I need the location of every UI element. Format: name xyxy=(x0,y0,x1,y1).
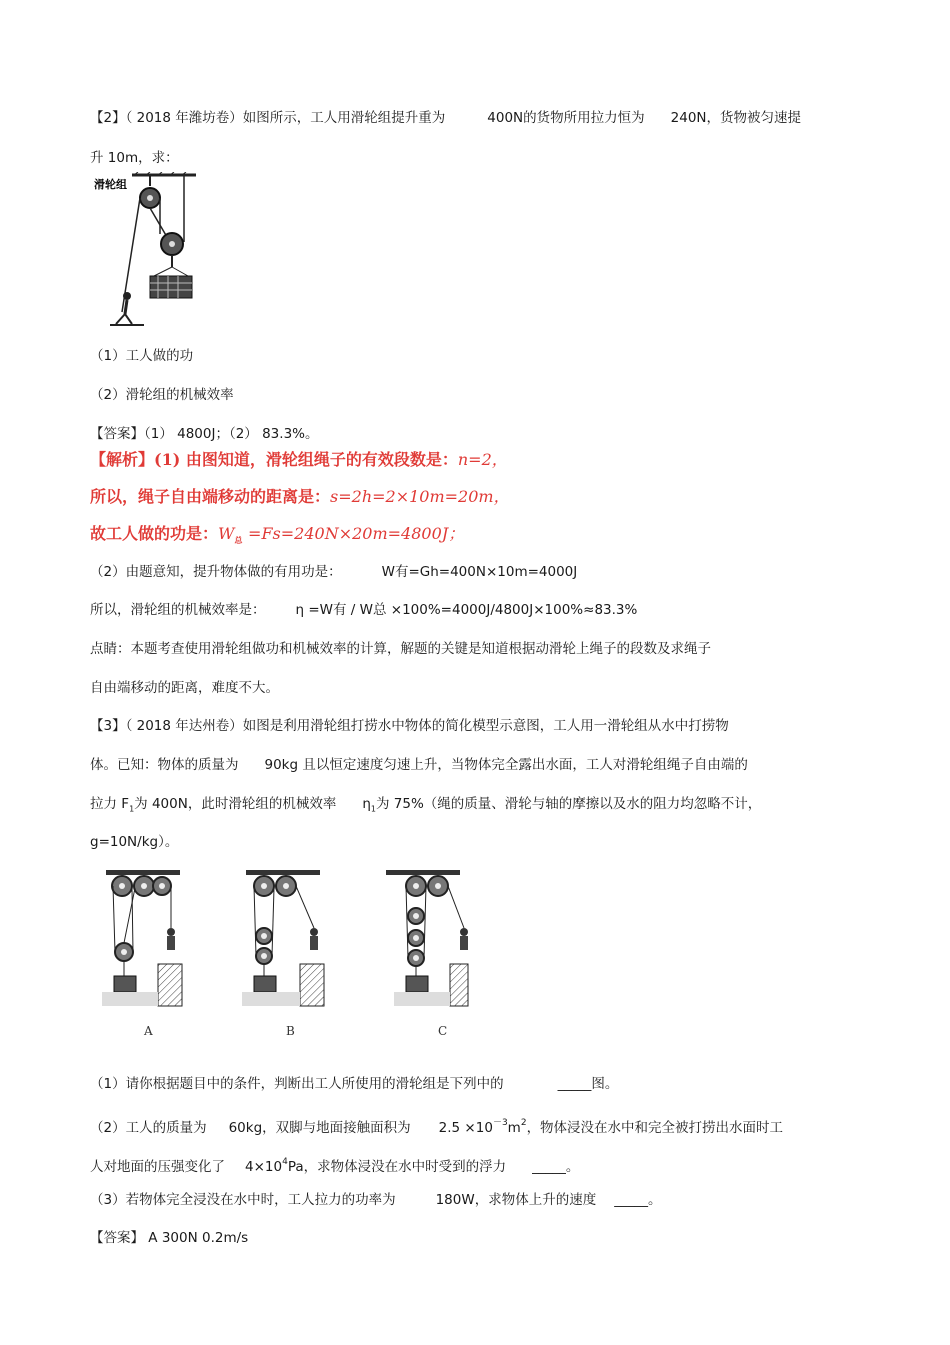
pulley-figure-c xyxy=(380,868,470,1016)
q2-stem-line1: 【2】（ 2018 年潍坊卷）如图所示，工人用滑轮组提升重为 400N的货物所用拉力恒为 240N，货物被匀速提 xyxy=(90,110,802,126)
q2-stem-line2: 升 10m，求： xyxy=(90,150,179,166)
q2-comment-line2: 自由端移动的距离，难度不大。 xyxy=(90,680,279,696)
q3-stem-line2: 体。已知：物体的质量为 90kg 且以恒定速度匀速上升，当物体完全露出水面，工人对滑轮组绳子自由端的 xyxy=(90,757,748,773)
pulley-figure-b xyxy=(240,868,330,1016)
q3-stem-line1: 【3】（ 2018 年达州卷）如图是利用滑轮组打捞水中物体的简化模型示意图，工人用一滑轮组从水中打捞物 xyxy=(90,718,729,734)
q2-analysis-line3: 故工人做的功是：$W_总 =Fs=240N\times 20m=4800J$； xyxy=(90,524,465,546)
q2-comment-line1: 点睛：本题考查使用滑轮组做功和机械效率的计算，解题的关键是知道根据动滑轮上绳子的段数及求绳子 xyxy=(90,641,711,657)
q2-analysis-line5: 所以，滑轮组的机械效率是： η =W有 / W总 ×100%=4000J/4800J×100%≈83.3% xyxy=(90,602,638,618)
figure-label-b: B xyxy=(286,1024,295,1038)
pulley-figure-q2 xyxy=(92,172,202,330)
figure-label-c: C xyxy=(438,1024,448,1038)
q3-sub2-line1: （2）工人的质量为 60kg，双脚与地面接触面积为 $2.5 \times 10^{-3}m^2$，物体浸没在水中和完全被打捞出水面时工 xyxy=(90,1118,784,1136)
q3-stem-line4: g=10N/kg）。 xyxy=(90,834,179,850)
q2-analysis-line4: （2）由题意知，提升物体做的有用功是： W有=Gh=400N×10m=4000J xyxy=(90,564,578,580)
q3-sub1: （1）请你根据题目中的条件，判断出工人所使用的滑轮组是下列中的 _____图。 xyxy=(90,1076,619,1092)
q2-sub1: （1）工人做的功 xyxy=(90,348,194,364)
pulley-figure-a xyxy=(100,868,190,1016)
q3-sub2-line2: 人对地面的压强变化了 $4\times 10^4Pa$，求物体浸没在水中时受到的浮力 _____。 xyxy=(90,1157,580,1175)
q3-answer: 【答案】 A 300N 0.2m/s xyxy=(90,1230,249,1246)
figure-label-a: A xyxy=(144,1024,153,1038)
q2-answer: 【答案】（1） 4800J；（2） 83.3%。 xyxy=(90,426,319,442)
q2-sub2: （2）滑轮组的机械效率 xyxy=(90,387,234,403)
q2-analysis-line2: 所以，绳子自由端移动的距离是：s=2h=2×10m=20m， xyxy=(90,487,510,506)
q2-analysis-line1: 【解析】(1) 由图知道，滑轮组绳子的有效段数是：n=2， xyxy=(90,450,508,469)
figure-label-pulley: 滑轮组 xyxy=(94,178,127,191)
q3-stem-line3: 拉力 $F_1$为 400N，此时滑轮组的机械效率 $\eta_1$为 75%（绳的质量、滑轮与轴的摩擦以及水的阻力均忽略不计， xyxy=(90,796,762,814)
q3-sub3: （3）若物体完全浸没在水中时，工人拉力的功率为 180W，求物体上升的速度 _____。 xyxy=(90,1192,662,1208)
